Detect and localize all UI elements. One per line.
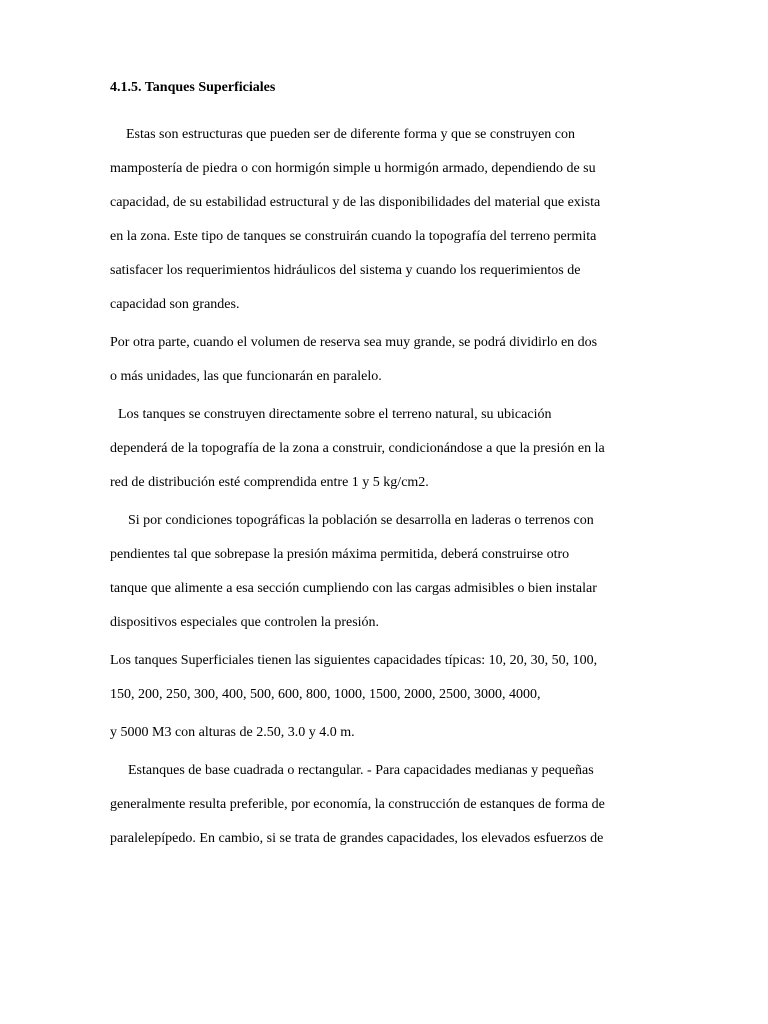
paragraph-1-line-1: Estas son estructuras que pueden ser de diferente forma y que se construyen con (126, 127, 576, 142)
paragraph-3-line-1: Los tanques se construyen directamente sobre el terreno natural, su ubicación (118, 407, 552, 422)
paragraph-4-line-1: Si por condiciones topográficas la población se desarrolla en laderas o terrenos con (128, 513, 594, 528)
document-page (110, 78, 662, 856)
paragraph-3-line-2: dependerá de la topografía de la zona a construir, condicionándose a que la presión en la (110, 441, 605, 456)
section-heading: 4.1.5. Tanques Superficiales (110, 80, 276, 95)
paragraph-4-line-2: pendientes tal que sobrepase la presión máxima permitida, deberá construirse otro (110, 547, 570, 562)
paragraph-5-line-1: Los tanques Superficiales tienen las siguientes capacidades típicas: 10, 20, 30, 50, 100, (110, 653, 598, 668)
paragraph-5 (110, 644, 662, 712)
paragraph-7-line-3: paralelepípedo. En cambio, si se trata de grandes capacidades, los elevados esfuerzos de (110, 831, 604, 846)
paragraph-1-line-2: mampostería de piedra o con hormigón simple u hormigón armado, dependiendo de su (110, 161, 596, 176)
paragraph-7 (110, 754, 662, 856)
paragraph-6 (110, 716, 662, 750)
paragraph-4-line-4: dispositivos especiales que controlen la presión. (110, 615, 380, 630)
paragraph-3-line-3: red de distribución esté comprendida entre 1 y 5 kg/cm2. (110, 475, 429, 490)
paragraph-1 (110, 118, 662, 322)
paragraph-1-line-4: en la zona. Este tipo de tanques se construirán cuando la topografía del terreno permita (110, 229, 597, 244)
paragraph-4 (110, 504, 662, 640)
paragraph-7-line-2: generalmente resulta preferible, por economía, la construcción de estanques de forma de (110, 797, 605, 812)
paragraph-1-line-3: capacidad, de su estabilidad estructural y de las disponibilidades del material que exista (110, 195, 601, 210)
paragraph-5-line-2: 150, 200, 250, 300, 400, 500, 600, 800, 1000, 1500, 2000, 2500, 3000, 4000, (110, 687, 541, 702)
paragraph-2-line-2: o más unidades, las que funcionarán en paralelo. (110, 369, 382, 384)
paragraph-6-line-1: y 5000 M3 con alturas de 2.50, 3.0 y 4.0 m. (110, 725, 355, 740)
paragraph-1-line-6: capacidad son grandes. (110, 297, 240, 312)
paragraph-1-line-5: satisfacer los requerimientos hidráulicos del sistema y cuando los requerimientos de (110, 263, 581, 278)
paragraph-7-line-1: Estanques de base cuadrada o rectangular. - Para capacidades medianas y pequeñas (128, 763, 594, 778)
paragraph-4-line-3: tanque que alimente a esa sección cumpliendo con las cargas admisibles o bien instalar (110, 581, 597, 596)
paragraph-3 (110, 398, 662, 500)
paragraph-2-line-1: Por otra parte, cuando el volumen de reserva sea muy grande, se podrá dividirlo en dos (110, 335, 598, 350)
paragraph-2 (110, 326, 662, 394)
